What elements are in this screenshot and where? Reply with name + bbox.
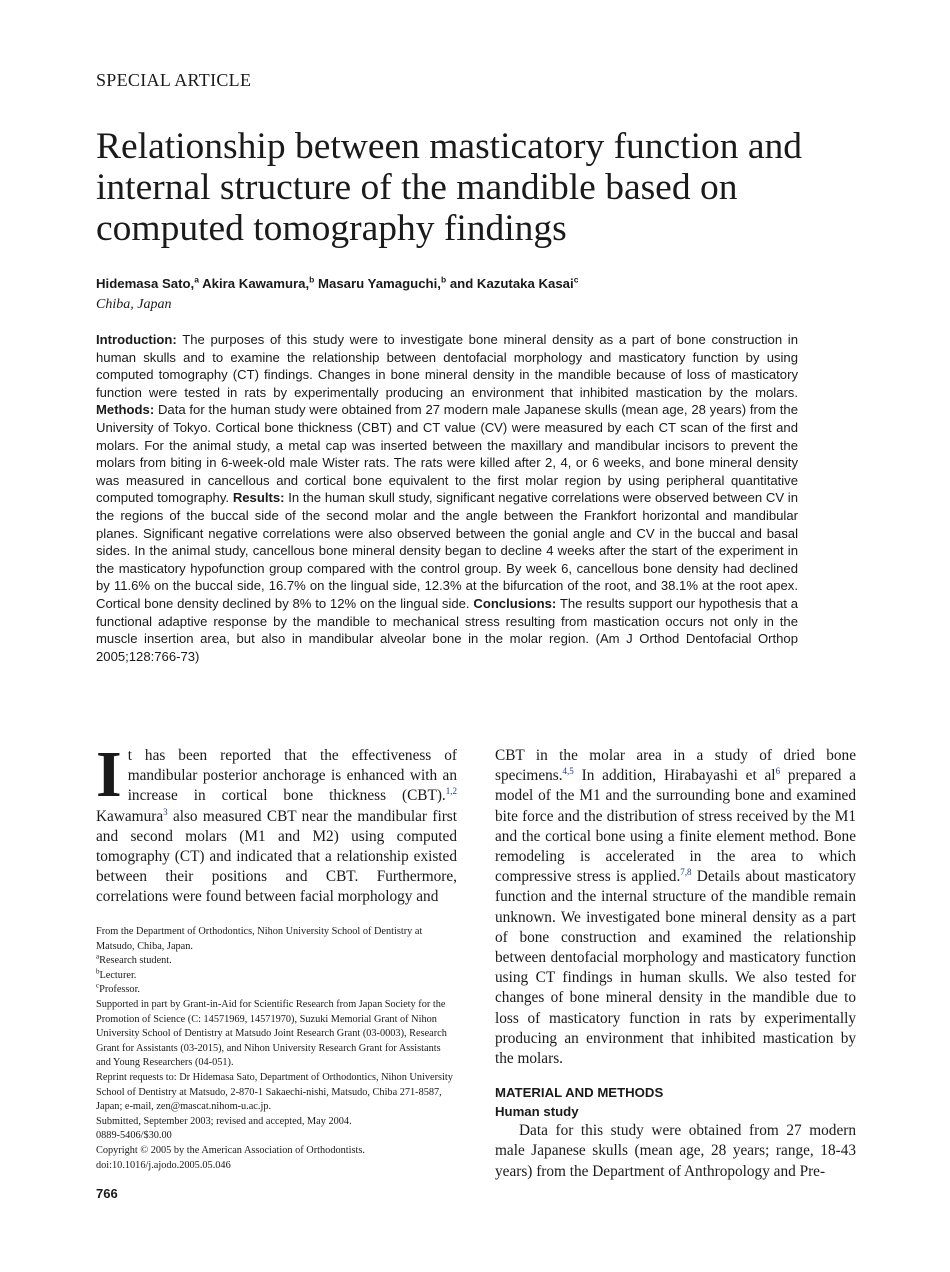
author-name: Masaru Yamaguchi, [318,276,441,291]
body-column-left [96,738,457,908]
author-affiliation-mark: b [309,274,315,285]
body-text: Details about masticatory function and the internal structure of the mandible remain unknown. We investigated bone mineral density as a part of bone construction and examined the relationship between dentofacial morphology and masticatory function using CT findings in human skulls. We also tested for changes of bone mineral density in the mandible due to loss of masticatory function in rats by experimentally producing an environment that inhibited mastication by the molars. [495,868,856,1068]
abstract-methods-label: Methods: [96,402,155,418]
body-text: CBT in the molar area in a study of dried bone specimens. [495,747,856,785]
body-column-right [495,746,856,1182]
citation-link[interactable]: 1,2 [445,786,457,797]
abstract-conclusions-text: The results support our hypothesis that a functional adaptive response by the mandible to mechanical stress resulting from mastication occurs not only in the muscle insertion area, but also in mandibular alveolar bone in the molar region. (Am J Orthod Dentofacial Orthop 2005;128:766-73) [96,595,798,664]
author-affiliation-mark: c [573,274,579,285]
footnote-submitted: Submitted, September 2003; revised and accepted, May 2004. [96,1115,352,1127]
body-text: In addition, Hirabayashi et al [573,767,776,785]
abstract-methods-text: Data for the human study were obtained from 27 modern male Japanese skulls (mean age, 28 years) from the University of Tokyo. Cortical bone thickness (CBT) and CT value (CV) were measured by each CT scan of the first and molars. For the animal study, a metal cap was inserted between the maxillary and mandibular incisors to prevent the molars from biting in 6-week-old male Wister rats. The rats were killed after 2, 4, or 6 weeks, and bone mineral density was measured in cancellous and cortical bone equivalent to the first molar region by using peripheral quantitative computed tomography. [96,402,798,506]
author-affiliation-mark: a [194,274,199,285]
abstract-introduction-label: Introduction: [96,332,177,347]
footnote-a [96,954,457,969]
footnote-mark: a [96,952,100,961]
drop-cap: I [96,738,122,811]
footnote-affiliation: From the Department of Orthodontics, Nihon University School of Dentistry at Matsudo, Chiba, Japan. [96,926,423,952]
footnotes [96,925,457,1173]
subsection-heading: Human study [495,1104,579,1120]
page-number: 766 [96,1186,118,1201]
citation-link[interactable]: 4,5 [562,766,574,777]
footnote-b [96,969,457,984]
body-paragraph: Data for this study were obtained from 27 modern male Japanese skulls (mean age, 28 years; range, 18-43 years) from the Department of Anthropology and Pre- [495,1122,856,1180]
citation-link[interactable]: 7,8 [680,867,692,878]
footnote-reprint: Reprint requests to: Dr Hidemasa Sato, Department of Orthodontics, Nihon University School of Dentistry at Matsudo, 2-870-1 Sakaechi-nishi, Matsudo, Chiba 271-8587, Japan; e-mail, zen@mascat.nihom-u.ac.jp. [96,1071,453,1113]
intro-paragraph [96,738,457,908]
footnote-text: Lecturer. [99,969,137,981]
citation-link[interactable]: 3 [163,806,168,817]
body-text: prepared a model of the M1 and the surrounding bone and examined bite force and the distribution of stress received by the M1 and the cortical bone using a finite element method. Bone remodeling is accelerated in the area to which compressive stress is applied. [495,767,856,886]
body-text: t has been reported that the effectiveness of mandibular posterior anchorage is enhanced with an increase in cortical bone thickness (CBT). [127,747,457,805]
footnote-copyright: Copyright © 2005 by the American Association of Orthodontists. [96,1144,365,1156]
footnote-c [96,983,457,998]
body-paragraph [495,746,856,1069]
footnote-text: Professor. [99,984,141,996]
footnote-mark: c [96,981,100,990]
author-list [96,276,578,291]
citation-link[interactable]: 6 [775,766,781,777]
footnote-issn: 0889-5406/$30.00 [96,1130,172,1142]
author-affiliation-mark: b [440,274,447,285]
abstract-results-label: Results: [232,490,285,506]
footnote-support: Supported in part by Grant-in-Aid for Scientific Research from Japan Society for the Promotion of Science (C: 14571969, 14571970), Suzuki Memorial Grant of Nihon University School of Dentistry at Matsudo Joint Research Grant (03-0003), Research Grant for Assistants (03-2015), and Nihon University Research Grant for Assistants and Young Researchers (04-051). [96,998,447,1069]
section-label: SPECIAL ARTICLE [96,70,252,90]
abstract-results-text: In the human skull study, significant negative correlations were observed between CV in the regions of the buccal side of the second molar and the angle between the Frankfort horizontal and mandibular planes. Significant negative correlations were also observed between the gonial angle and CV in the buccal and basal sides. In the animal study, cancellous bone mineral density began to decline 4 weeks after the start of the experiment in the masticatory hypofunction group compared with the control group. By week 6, cancellous bone density had declined by 11.6% on the buccal side, 16.7% on the lingual side, 12.3% at the bifurcation of the root, and 38.1% at the root apex. Cortical bone density declined by 8% to 12% on the lingual side. [96,490,798,611]
author-name: Akira Kawamura, [202,276,310,291]
abstract-conclusions-label: Conclusions: [473,595,557,611]
abstract [96,331,798,665]
footnote-text: Research student. [99,955,172,967]
author-location: Chiba, Japan [96,297,172,312]
footnote-mark: b [96,967,100,976]
article-title: Relationship between masticatory function and internal structure of the mandible based on computed tomography findings [96,126,803,249]
abstract-introduction-text: The purposes of this study were to investigate bone mineral density as a part of bone construction in human skulls and to examine the relationship between dentofacial morphology and masticatory function by using computed tomography (CT) findings. Changes in bone mineral density in the mandible because of loss of masticatory function were tested in rats by experimentally producing an environment that inhibited mastication by the molars. [96,332,798,400]
author-name: and Kazutaka Kasai [449,276,574,291]
footnote-doi[interactable]: doi:10.1016/j.ajodo.2005.05.046 [96,1159,231,1171]
body-text: Kawamura [96,807,164,825]
body-text: also measured CBT near the mandibular first and second molars (M1 and M2) using computed tomography (CT) and indicated that a relationship existed between their positions and CBT. Furthermore, correlations were found between facial morphology and [96,807,457,906]
author-name: Hidemasa Sato, [96,276,195,291]
section-heading: MATERIAL AND METHODS [495,1085,664,1101]
